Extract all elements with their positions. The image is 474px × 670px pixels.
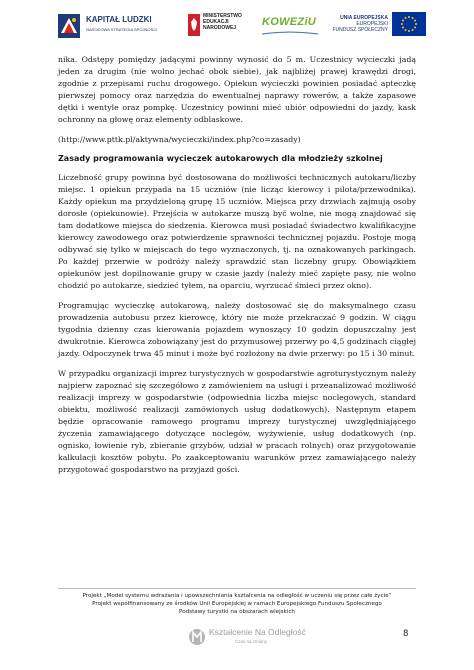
eu-text [332, 15, 388, 33]
driver-time-paragraph: Programując wycieczkę autokarową, należy dostosować się do maksymalnego czasu prowadzenia autobusu przez kierowcę, który nie może przekraczać 9 godzin. W ciągu tygodnia dzienny czas kierowania pojazdem wynoszący 10 godzin dopuszczalny jest dwukrotnie. Kierowca zobowiązany jest do przymusowej przerwy po 4,5 godzinach ciągłej jazdy. Odpoczynek trwa 45 minut i może być rozłożony na dwie przerwy: po 15 i 30 minut. [58, 301, 416, 358]
page-header [0, 0, 474, 60]
eu-logo [332, 12, 426, 40]
kno-logo-subtitle: Czas na zmiany [235, 639, 268, 644]
kno-mark-icon [188, 626, 206, 648]
kno-logo [188, 624, 306, 652]
kapital-ludzki-subtitle: NARODOWA STRATEGIA SPÓJNOŚCI [86, 27, 158, 32]
kno-logo-title: Kształcenie Na Odległość [209, 627, 306, 637]
page-footer [58, 592, 416, 616]
eu-line1: UNIA EUROPEJSKA [340, 15, 388, 21]
footer-line-3: Podstawy turystki na obszarach wiejskich [179, 609, 295, 615]
ministry-name: MINISTERSTWO EDUKACJI NARODOWEJ [203, 13, 242, 31]
footer-divider [58, 588, 416, 589]
footer-line-2: Projekt współfinansowany ze środków Unii Europejskiej w ramach Europejskiego Funduszu Społecznego [92, 601, 382, 607]
koweziu-logo [258, 12, 322, 40]
eu-line2: EUROPEJSKI FUNDUSZ SPOŁECZNY [332, 21, 388, 33]
group-size-paragraph: Liczebność grupy powinna być dostosowana do możliwości technicznych autokaru/liczby miejsc. 1 opiekun przypada na 15 uczniów (nie licząc kierowcy i pilota/przewodnika). Każdy opiekun ma przydzieloną grupę 15 uczniów. Miejsca przy drzwiach zajmują osoby dorosłe (opiekunowie). Przejścia w autokarze muszą być wolne, nie mogą znajdować się tam dodatkowe miejsca do siedzenia. Kierowca musi posiadać świadectwo kwalifikacyjne kierowcy zawodowego oraz potwierdzenie sprawności technicznej pojazdu. Postoje mogą odbywać się tylko w miejscach do tego wyznaczonych, tj. na oznakowanych parkingach. Po każdej przerwie w podróży należy sprawdzić stan liczebny grupy. Obowiązkiem opiekunów jest dopilnowanie grupy w czasie jazdy (należy mieć zapięte pasy, nie wolno chodzić po autokarze, siedzieć tyłem, na oparciu, wyrzucać śmieci przez okno). [58, 173, 416, 290]
ministry-logo [188, 12, 252, 40]
footer-line-1: Projekt „Model systemu wdrażania i upowszechniania kształcenia na odległość w uczeniu się przez całe życie” [82, 593, 392, 599]
koweziu-swoosh-icon [262, 30, 318, 36]
kapital-ludzki-flag-icon [58, 14, 80, 38]
intro-paragraph: nika. Odstępy pomiędzy jadącymi powinny wynosić do 5 m. Uczestnicy wycieczki jadą jeden za drugim (nie wolno jechać obok siebie), jak najbliżej prawej krawędzi drogi, zgodnie z przepisami ruchu drogowego. Opiekun wycieczki powinien posiadać apteczkę pierwszej pomocy oraz narzędzia do ewentualnej naprawy rowerów, a także zapasowe dętki i wentyle oraz pompkę. Uczestnicy powinni mieć ubiór odpowiedni do jazdy, kask ochronny na głowę oraz elementy odblaskowe. [58, 55, 416, 124]
koweziu-name: KOWEZiU [262, 16, 317, 28]
section-heading: Zasady programowania wycieczek autokarowych dla młodzieży szkolnej [58, 154, 383, 163]
source-url: (http://www.pttk.pl/aktywna/wycieczki/index.php?co=zasady) [58, 135, 301, 144]
eu-flag-icon [392, 12, 426, 36]
page-number: 8 [403, 629, 409, 639]
document-body [58, 54, 416, 484]
kapital-ludzki-logo [58, 12, 178, 40]
agrotourism-paragraph: W przypadku organizacji imprez turystycznych w gospodarstwie agroturystycznym należy najpierw zapoznać się szczegółowo z zamówieniem na usługi i przeanalizować możliwość realizacji imprezy w gospodarstwie (odpowiednia liczba miejsc noclegowych, standard obiektu, możliwość realizacji zamówionych usług dodatkowych). Następnym etapem będzie opracowanie ramowego programu imprezy turystycznej uwzględniającego życzenia zamawiającego dotyczące noclegów, wyżywienie, usług dodatkowych (np. ognisko, łowienie ryb, zbieranie grzybów, udział w pracach rolnych) oraz przygotowanie kalkulacji kosztów pobytu. Po zaakceptowaniu warunków przez zamawiającego należy przygotować gospodarstwo na przyjazd gości. [58, 369, 416, 474]
eagle-emblem-icon [188, 14, 200, 36]
kapital-ludzki-title: KAPITAŁ LUDZKI [86, 15, 152, 24]
